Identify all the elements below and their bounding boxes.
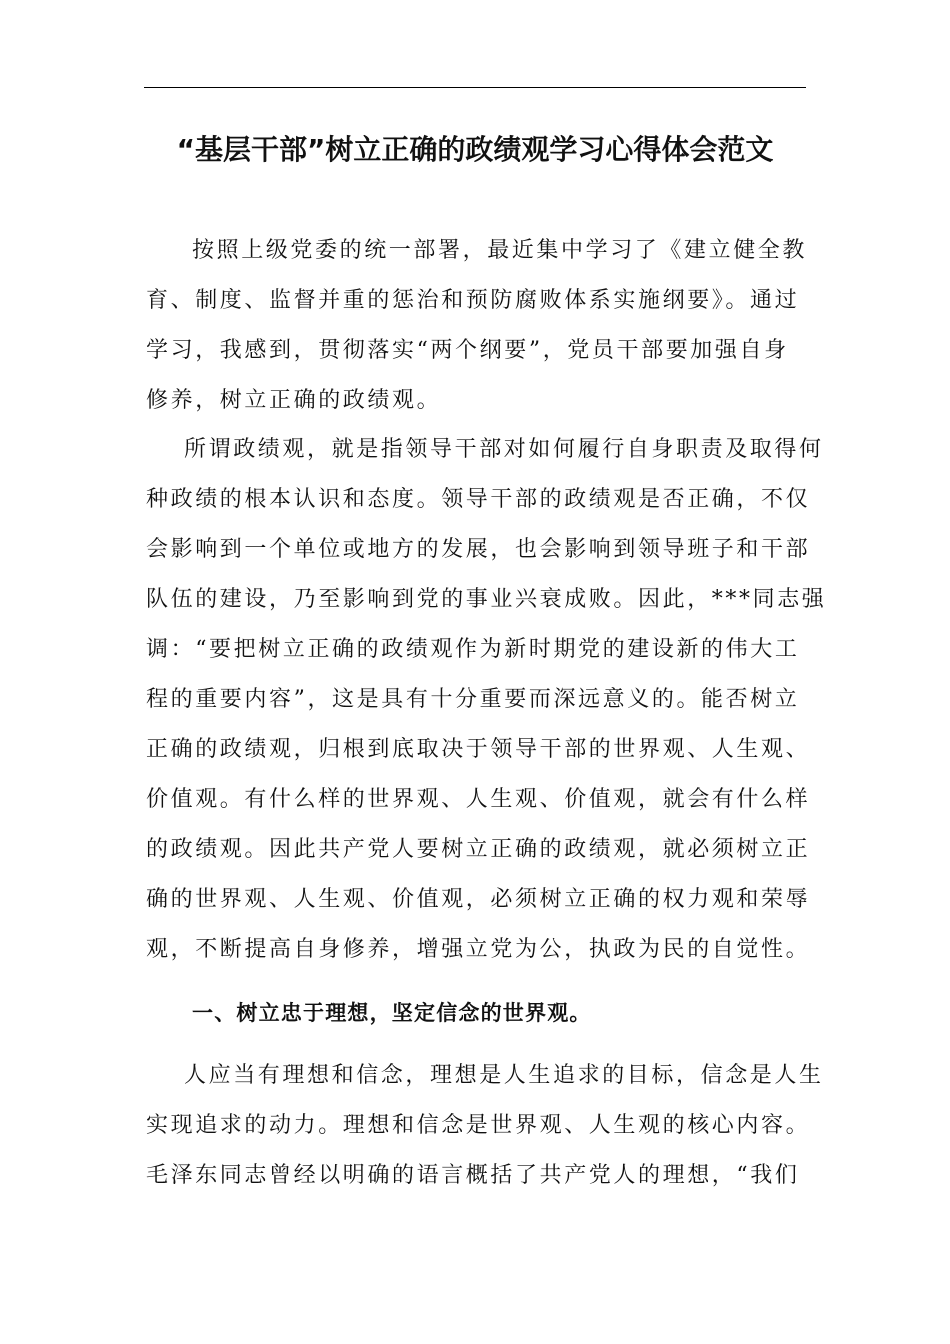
- paragraph-line: 程的重要内容”，这是具有十分重要而深远意义的。能否树立: [146, 687, 800, 712]
- paragraph-line: 的政绩观。因此共产党人要树立正确的政绩观，就必须树立正: [146, 837, 811, 862]
- paragraph-line: 修养，树立正确的政绩观。: [146, 388, 442, 413]
- paragraph-definition: [146, 425, 827, 975]
- paragraph-line: 确的世界观、人生观、价值观，必须树立正确的权力观和荣辱: [146, 887, 811, 912]
- paragraph-line: 育、制度、监督并重的惩治和预防腐败体系实施纲要》。通过: [146, 288, 800, 313]
- section-heading: 一、树立忠于理想，坚定信念的世界观。: [192, 1001, 592, 1025]
- document-title: “基层干部”树立正确的政绩观学习心得体会范文: [176, 133, 774, 166]
- paragraph-line: 按照上级党委的统一部署，最近集中学习了《建立健全教: [192, 238, 808, 263]
- paragraph-line: 价值观。有什么样的世界观、人生观、价值观，就会有什么样: [146, 787, 811, 812]
- paragraph-line: 队伍的建设，乃至影响到党的事业兴衰成败。因此，***同志强: [146, 587, 827, 612]
- paragraph-intro: [146, 226, 806, 426]
- paragraph-line: 调：“要把树立正确的政绩观作为新时期党的建设新的伟大工: [146, 637, 800, 662]
- paragraph-line: 毛泽东同志曾经以明确的语言概括了共产党人的理想，“我们: [146, 1163, 800, 1188]
- paragraph-line: 实现追求的动力。理想和信念是世界观、人生观的核心内容。: [146, 1113, 811, 1138]
- paragraph-line: 种政绩的根本认识和态度。领导干部的政绩观是否正确，不仅: [146, 487, 811, 512]
- paragraph-line: 人应当有理想和信念，理想是人生追求的目标，信念是人生: [184, 1063, 824, 1088]
- paragraph-line: 会影响到一个单位或地方的发展，也会影响到领导班子和干部: [146, 537, 811, 562]
- paragraph-line: 所谓政绩观，就是指领导干部对如何履行自身职责及取得何: [184, 437, 824, 462]
- header-rule: [144, 87, 806, 88]
- paragraph-ideals: [146, 1051, 824, 1201]
- paragraph-line: 学习，我感到，贯彻落实“两个纲要”，党员干部要加强自身: [146, 338, 789, 363]
- paragraph-line: 观，不断提高自身修养，增强立党为公，执政为民的自觉性。: [146, 937, 811, 962]
- paragraph-line: 正确的政绩观，归根到底取决于领导干部的世界观、人生观、: [146, 737, 811, 762]
